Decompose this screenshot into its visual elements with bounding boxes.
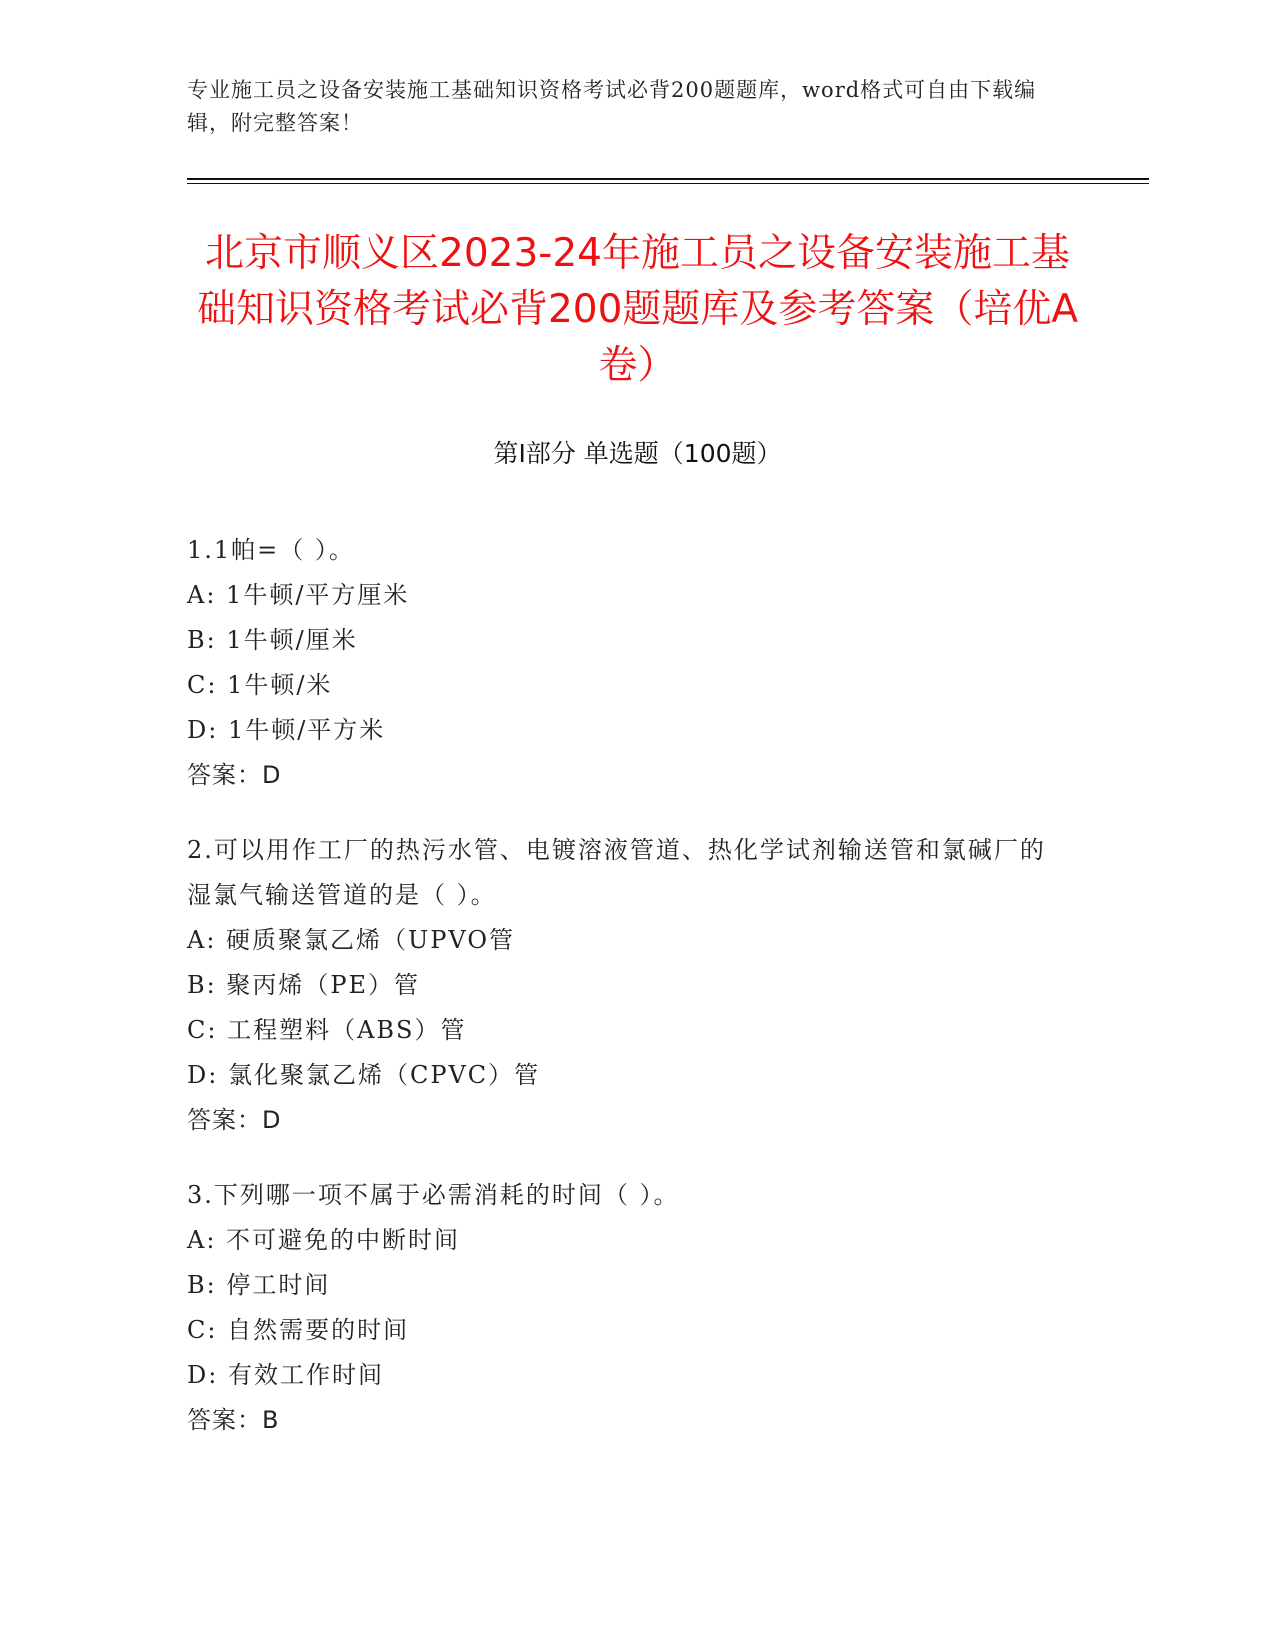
question-item [187, 828, 1067, 1143]
option-c: C: 自然需要的时间 [187, 1316, 410, 1344]
header-rule-thin [187, 183, 1149, 184]
option-d: D: 1牛顿/平方米 [187, 716, 386, 744]
question-stem: 3.下列哪一项不属于必需消耗的时间（ ）。 [187, 1181, 680, 1209]
option-d: D: 氯化聚氯乙烯（CPVC）管 [187, 1061, 541, 1089]
option-d: D: 有效工作时间 [187, 1361, 384, 1389]
answer-line: 答案：D [187, 761, 282, 789]
question-item [187, 1173, 1067, 1443]
option-a: A: 1牛顿/平方厘米 [187, 581, 410, 609]
option-b: B: 停工时间 [187, 1271, 331, 1299]
question-stem: 2.可以用作工厂的热污水管、电镀溶液管道、热化学试剂输送管和氯碱厂的湿氯气输送管道的是（ ）。 [187, 836, 1046, 909]
option-a: A: 硬质聚氯乙烯（UPVO管 [187, 926, 516, 954]
option-b: B: 聚丙烯（PE）管 [187, 971, 421, 999]
header-rule-thick [187, 178, 1149, 180]
document-title: 北京市顺义区2023-24年施工员之设备安装施工基础知识资格考试必背200题题库及参考答案（培优A卷） [196, 231, 1079, 388]
section-heading: 第Ⅰ部分 单选题（100题） [493, 439, 782, 468]
option-a: A: 不可避免的中断时间 [187, 1226, 461, 1254]
question-stem: 1.1帕=（ ）。 [187, 536, 355, 564]
option-c: C: 1牛顿/米 [187, 671, 333, 699]
option-c: C: 工程塑料（ABS）管 [187, 1016, 467, 1044]
answer-line: 答案：B [187, 1406, 280, 1434]
answer-line: 答案：D [187, 1106, 282, 1134]
header-note: 专业施工员之设备安装施工基础知识资格考试必背200题题库，word格式可自由下载编辑，附完整答案！ [187, 78, 1037, 135]
question-list [187, 528, 1067, 1473]
question-item [187, 528, 1067, 798]
option-b: B: 1牛顿/厘米 [187, 626, 358, 654]
